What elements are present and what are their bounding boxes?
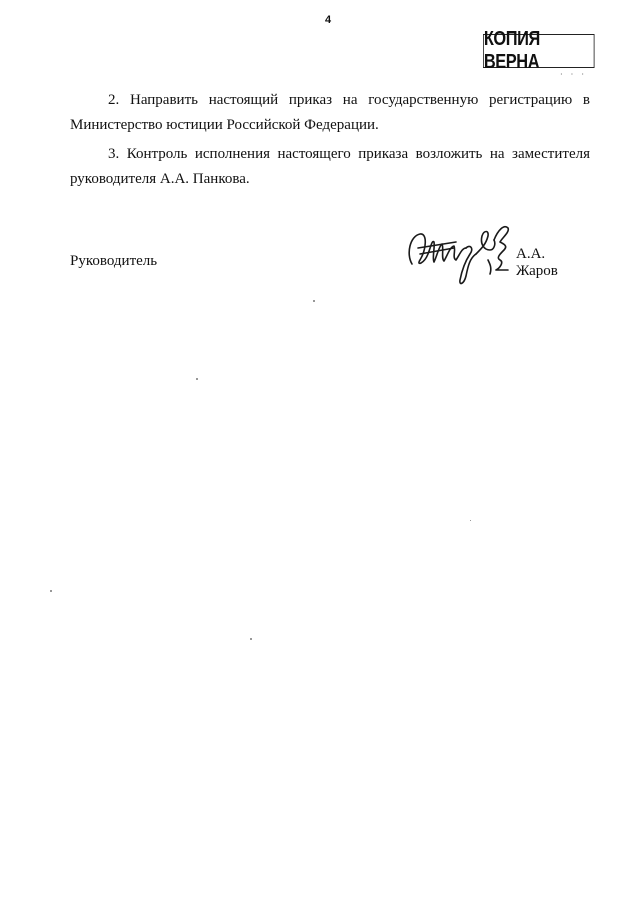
handwritten-signature-icon [404, 214, 524, 294]
page-number: 4 [324, 14, 332, 26]
signatory-name: А.А. Жаров [516, 246, 558, 279]
scan-speck [196, 378, 198, 380]
stamp-dots: · · · [560, 70, 587, 79]
signatory-title: Руководитель [70, 253, 158, 269]
scan-speck [470, 520, 471, 521]
paragraph-2: 2. Направить настоящий приказ на государственную регистрацию в Министерство юстиции Российской Федерации. [70, 92, 590, 133]
scan-speck [50, 590, 52, 592]
scan-speck [250, 638, 252, 640]
paragraph-3: 3. Контроль исполнения настоящего приказа возложить на заместителя руководителя А.А. Панкова. [70, 146, 590, 187]
scan-speck [313, 300, 315, 302]
copy-certified-stamp: КОПИЯ ВЕРНА [483, 34, 595, 68]
signature-block [70, 240, 590, 300]
